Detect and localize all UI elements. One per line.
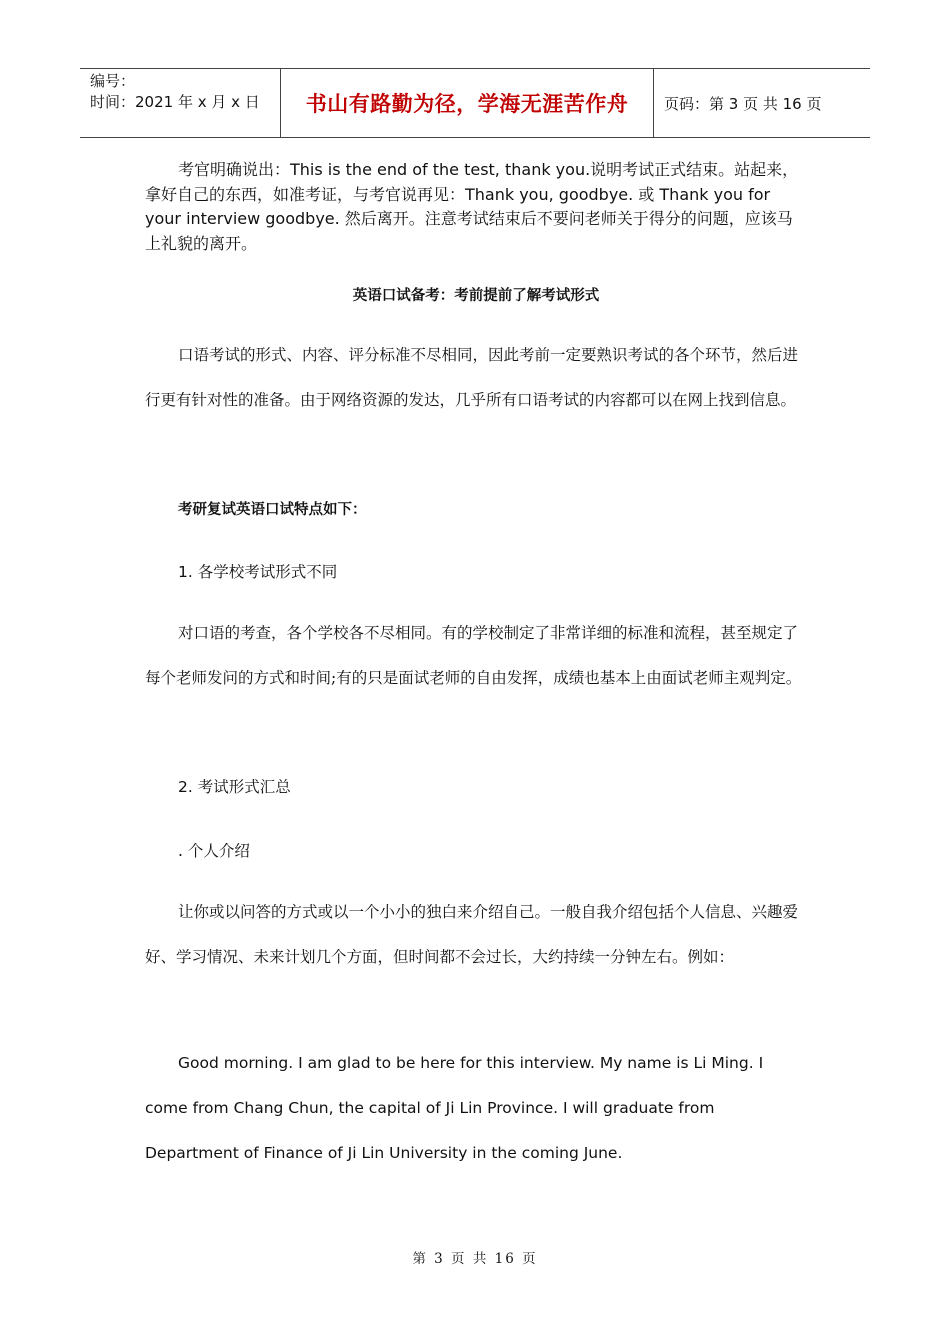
heading-text: 英语口试备考：考前提前了解考试形式 [352, 288, 600, 304]
paragraph-text: 口语考试的形式、内容、评分标准不尽相同，因此考前一定要熟识考试的各个环节，然后进行更有针对性的准备。由于网络资源的发达，几乎所有口语考试的内容都可以在网上找到信息。 [145, 346, 799, 409]
list-item-2 [145, 775, 807, 797]
paragraph-test-end [145, 158, 807, 256]
list-item-1 [145, 560, 807, 582]
section-heading [145, 284, 807, 305]
document-date-label: 时间：2021 年 x 月 x 日 [90, 93, 260, 111]
sub-item-self-intro [145, 839, 807, 861]
paragraph-self-intro [145, 890, 807, 980]
list-item-text: 各学校考试形式不同 [192, 563, 338, 581]
header-info-cell [80, 69, 281, 137]
features-title-text: 考研复试英语口试特点如下： [178, 502, 367, 518]
list-item-text: 考试形式汇总 [192, 778, 291, 796]
paragraph-exam-format [145, 333, 807, 423]
paragraph-text: 对口语的考查，各个学校各不尽相同。有的学校制定了非常详细的标准和流程，甚至规定了每个老师发问的方式和时间;有的只是面试老师的自由发挥，成绩也基本上由面试老师主观判定。 [145, 624, 802, 687]
header-page-label: 页码：第 3 页 共 16 页 [664, 94, 822, 113]
page-footer: 第 3 页 共 16 页 [412, 1251, 538, 1267]
header-motto-cell [281, 69, 654, 137]
document-number-label: 编号： [90, 72, 136, 90]
sub-item-text: . 个人介绍 [178, 842, 250, 860]
list-item-number: 2. [178, 778, 193, 796]
paragraph-text: 让你或以问答的方式或以一个小小的独白来介绍自己。一般自我介绍包括个人信息、兴趣爱好、学习情况、未来计划几个方面，但时间都不会过长，大约持续一分钟左右。例如： [145, 903, 799, 966]
paragraph-school-differences [145, 611, 807, 701]
list-item-number: 1. [178, 563, 193, 581]
features-title [145, 498, 807, 519]
paragraph-example [145, 1041, 807, 1176]
paragraph-text: Good morning. I am glad to be here for this interview. My name is Li Ming. I come from Chang Chun, the capital of Ji Lin Province. I will graduate from Department of Finance of Ji Lin University in the coming June. [145, 1054, 764, 1162]
paragraph-text: 考官明确说出：This is the end of the test, thank you.说明考试正式结束。站起来，拿好自己的东西，如准考证，与考官说再见：Thank you, goodbye. 或 Thank you for your interview goodbye. 然后离开。注意考试结束后不要问老师关于得分的问题，应该马上礼貌的离开。 [145, 160, 799, 253]
page-header [80, 68, 870, 138]
header-motto: 书山有路勤为径，学海无涯苦作舟 [305, 92, 629, 116]
header-page-cell [654, 69, 870, 137]
